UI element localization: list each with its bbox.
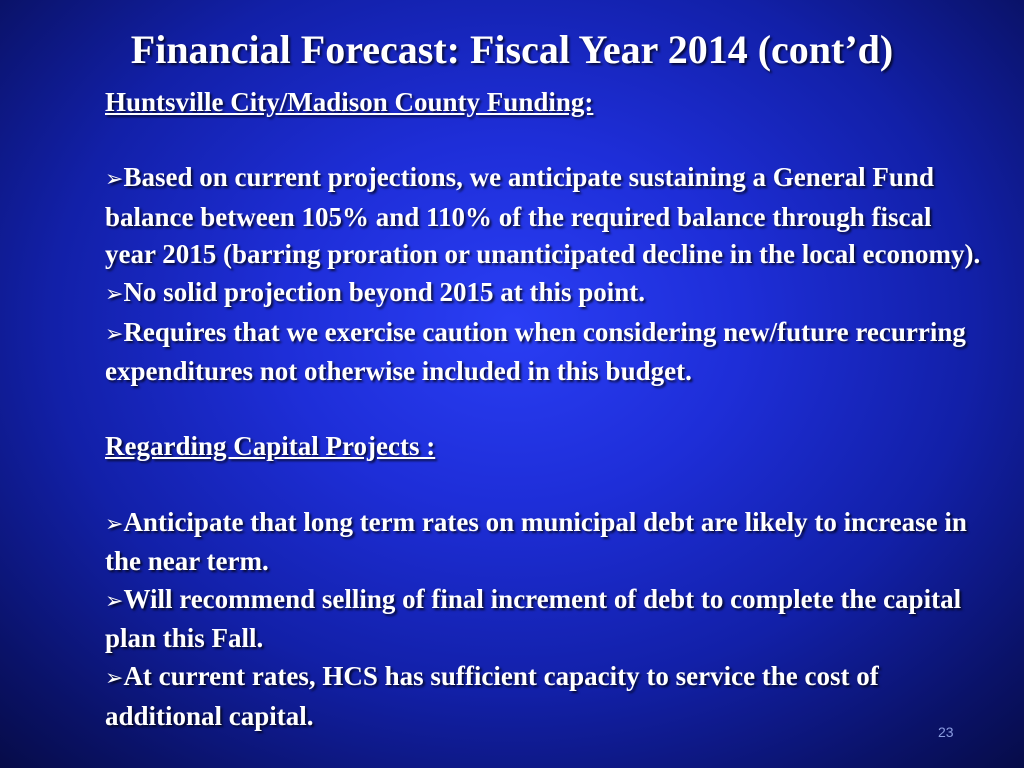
- bullet-item: [105, 504, 985, 581]
- arrow-bullet-icon: ➢: [105, 665, 124, 691]
- arrow-bullet-icon: ➢: [105, 321, 124, 347]
- bullet-item: [105, 581, 985, 658]
- bullet-item: [105, 159, 985, 274]
- spacer: [105, 466, 985, 504]
- spacer: [105, 391, 985, 429]
- bullet-text: Based on current projections, we anticipate sustaining a General Fund balance between 105% and 110% of the required balance through fiscal year 2015 (barring proration or unanticipated decline in the local economy).: [105, 162, 981, 270]
- bullet-item: [105, 658, 985, 735]
- section-heading-funding: Huntsville City/Madison County Funding:: [105, 87, 594, 117]
- arrow-bullet-icon: ➢: [105, 167, 124, 193]
- arrow-bullet-icon: ➢: [105, 511, 124, 537]
- bullet-item: [105, 274, 985, 314]
- bullet-item: [105, 314, 985, 391]
- page-number: 23: [938, 724, 954, 740]
- arrow-bullet-icon: ➢: [105, 281, 124, 307]
- bullet-text: At current rates, HCS has sufficient capacity to service the cost of additional capital.: [105, 660, 879, 731]
- bullet-text: Anticipate that long term rates on municipal debt are likely to increase in the near term.: [105, 506, 967, 577]
- spacer: [105, 122, 985, 160]
- section-heading-capital: Regarding Capital Projects :: [105, 431, 436, 462]
- slide-title: Financial Forecast: Fiscal Year 2014 (cont’d): [130, 27, 894, 72]
- bullet-text: Will recommend selling of final increment of debt to complete the capital plan this Fall.: [105, 583, 962, 654]
- bullet-text: No solid projection beyond 2015 at this point.: [123, 276, 646, 307]
- arrow-bullet-icon: ➢: [105, 588, 124, 614]
- slide-body: [105, 84, 985, 735]
- bullet-text: Requires that we exercise caution when considering new/future recurring expenditures not otherwise included in this budget.: [105, 316, 966, 387]
